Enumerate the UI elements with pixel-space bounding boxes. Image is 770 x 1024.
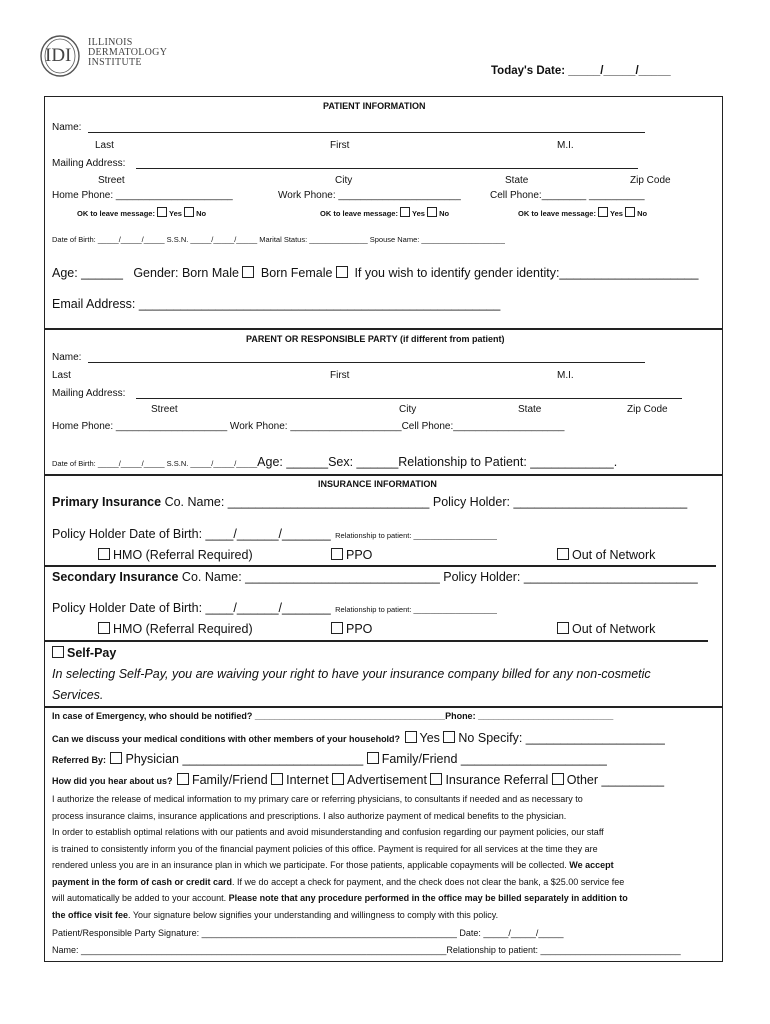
secondary-ph-dob[interactable]: Policy Holder Date of Birth: ____/______/_______ [52, 601, 331, 615]
parent-first-label: First [330, 370, 350, 381]
primary-insurance-row[interactable] [52, 496, 687, 509]
referred-family-field[interactable]: Family/Friend _____________________ [381, 752, 607, 766]
parent-mailing-line[interactable] [136, 398, 682, 399]
secondary-hmo-checkbox[interactable] [98, 622, 110, 634]
patient-state-label: State [505, 175, 529, 186]
parent-street-label: Street [151, 404, 178, 415]
gender-label: Gender: Born Male [133, 266, 239, 280]
secondary-ppo-checkbox[interactable] [331, 622, 343, 634]
policy-4a: payment in the form of cash or credit card [52, 876, 233, 887]
born-female-label: Born Female [260, 266, 333, 280]
patient-dob-row[interactable]: Date of Birth: _____/_____/_____ S.S.N. _____/_____/_____ Marital Status: ______________ Spouse Name: ____________________ [52, 235, 505, 244]
hear-internet-label: Internet [286, 773, 329, 787]
cell-no-checkbox[interactable] [625, 207, 635, 217]
patient-city-label: City [335, 175, 353, 186]
parent-name-line[interactable] [88, 362, 645, 363]
secondary-out-checkbox[interactable] [557, 622, 569, 634]
parent-state-label: State [518, 404, 542, 415]
secondary-insurance-fields[interactable]: Co. Name: ____________________________ Policy Holder: _________________________ [178, 570, 698, 584]
primary-ph-dob-row [52, 526, 497, 542]
policy-line-1: In order to establish optimal relations with our patients and avoid misunderstanding and confusion regarding our payment policies, our staff [52, 827, 604, 837]
patient-name-line[interactable] [88, 132, 645, 133]
auth-line-2: process insurance claims, insurance applications and prescriptions. I also authorize payment of medical benefits to the physician. [52, 810, 567, 821]
primary-ppo-checkbox[interactable] [331, 548, 343, 560]
hear-family-label: Family/Friend [191, 773, 268, 787]
logo-line-1: ILLINOIS [88, 37, 133, 48]
patient-last-label: Last [95, 140, 114, 151]
ok-label: OK to leave message: [77, 209, 155, 218]
age-gender-row [52, 266, 698, 280]
policy-5a: will automatically be added to your account. [52, 893, 229, 903]
policy-line-5 [52, 890, 707, 907]
home-no-checkbox[interactable] [184, 207, 194, 217]
signature-row[interactable]: Patient/Responsible Party Signature: ___________________________________________________ Date: _____/_____/_____ [52, 928, 564, 938]
insurance-title: INSURANCE INFORMATION [318, 479, 437, 489]
secondary-relationship[interactable]: Relationship to patient: ____________________ [335, 605, 497, 614]
policy-5b: Please note that any procedure performed in the office may be billed separately in addition to [228, 893, 628, 903]
work-no-checkbox[interactable] [427, 207, 437, 217]
ppo-label: PPO [346, 548, 373, 562]
discuss-label: Can we discuss your medical conditions with other members of your household? [52, 734, 401, 744]
insurance-divider [44, 565, 716, 567]
ok-label: OK to leave message: [320, 209, 398, 218]
hear-about-label: How did you hear about us? [52, 776, 173, 786]
parent-last-label: Last [52, 370, 71, 381]
self-pay-text-1: In selecting Self-Pay, you are waiving your right to have your insurance company billed for any non-cosmetic [52, 667, 651, 681]
referred-by-row [52, 751, 607, 767]
referred-physician-checkbox[interactable] [110, 752, 122, 764]
discuss-row [52, 730, 665, 746]
hmo-label: HMO (Referral Required) [113, 548, 253, 562]
ok-label: OK to leave message: [518, 209, 596, 218]
parent-age-sex-relationship[interactable]: Age: ______Sex: ______Relationship to Patient: ____________. [257, 455, 618, 469]
policy-line-4 [52, 874, 707, 891]
no-label: No [439, 209, 450, 218]
self-pay-option[interactable] [52, 646, 116, 660]
discuss-no-checkbox[interactable] [443, 731, 455, 743]
hear-family-checkbox[interactable] [177, 773, 189, 785]
patient-zip-label: Zip Code [630, 175, 671, 186]
patient-work-phone[interactable]: Work Phone: ______________________ [278, 190, 461, 201]
authorization-text [52, 791, 707, 923]
primary-relationship[interactable]: Relationship to patient: ____________________ [335, 531, 497, 540]
email-field[interactable]: Email Address: ____________________________________________________ [52, 297, 501, 311]
patient-mi-label: M.I. [557, 140, 574, 151]
cell-yes-checkbox[interactable] [598, 207, 608, 217]
secondary-out-option[interactable] [557, 622, 655, 636]
policy-line-6 [52, 907, 707, 924]
referred-physician-field[interactable]: Physician __________________________ [125, 752, 364, 766]
parent-phones[interactable]: Home Phone: ____________________ Work Phone: ____________________Cell Phone:____________________ [52, 421, 565, 432]
patient-street-label: Street [98, 175, 125, 186]
todays-date[interactable]: Today's Date: _____/_____/_____ [491, 65, 671, 77]
patient-mailing-label: Mailing Address: [52, 158, 126, 169]
parent-name-label: Name: [52, 352, 82, 363]
work-ok-message [320, 207, 449, 218]
auth-line-1: I authorize the release of medical information to my primary care or referring physicians, to consultants if needed and as necessary to [52, 794, 583, 804]
self-pay-label: Self-Pay [67, 646, 117, 660]
emergency-row[interactable]: In case of Emergency, who should be notified? ______________________________________Phone: ___________________________ [52, 711, 614, 721]
no-label: No [637, 209, 648, 218]
policy-line-2: is trained to consistently inform you of the financial payment policies of this office. Payment is required for all services at the time they are [52, 843, 598, 854]
patient-name-label: Name: [52, 122, 82, 133]
out-of-network-label: Out of Network [572, 548, 656, 562]
age-field[interactable]: Age: ______ [52, 266, 123, 280]
hear-other-checkbox[interactable] [552, 773, 564, 785]
yes-label: Yes [412, 209, 425, 218]
home-ok-message [77, 207, 206, 218]
patient-info-title: PATIENT INFORMATION [323, 101, 426, 111]
hear-internet-checkbox[interactable] [271, 773, 283, 785]
hear-insurance-checkbox[interactable] [430, 773, 442, 785]
yes-label: Yes [169, 209, 182, 218]
hear-ad-checkbox[interactable] [332, 773, 344, 785]
parent-title: PARENT OR RESPONSIBLE PARTY (if different from patient) [246, 334, 505, 344]
signature-name-row[interactable]: Name: _________________________________________________________________________Relationship to patient: ____________________________ [52, 945, 681, 955]
out-of-network-label: Out of Network [572, 622, 656, 636]
self-pay-checkbox[interactable] [52, 646, 64, 658]
yes-label: Yes [610, 209, 623, 218]
self-pay-divider [44, 640, 708, 642]
patient-first-label: First [330, 140, 350, 151]
policy-line-3 [52, 857, 707, 874]
secondary-hmo-option[interactable] [98, 622, 253, 636]
gender-identity-field[interactable]: If you wish to identify gender identity:____________________ [354, 266, 699, 280]
patient-mailing-line[interactable] [136, 168, 638, 169]
self-pay-text-2: Services. [52, 688, 104, 702]
hear-other-field[interactable]: Other _________ [566, 773, 665, 787]
born-male-checkbox[interactable] [242, 266, 254, 278]
home-yes-checkbox[interactable] [157, 207, 167, 217]
born-female-checkbox[interactable] [336, 266, 348, 278]
policy-4b: . If we do accept a check for payment, and the check does not clear the bank, a $25.00 service fee [232, 876, 625, 887]
hear-about-row [52, 772, 664, 788]
primary-ppo-option[interactable] [331, 548, 372, 562]
policy-6a: the office visit fee [52, 909, 129, 920]
hmo-label: HMO (Referral Required) [113, 622, 253, 636]
primary-insurance-label: Primary Insurance [52, 495, 162, 509]
primary-insurance-fields[interactable]: Co. Name: _____________________________ Policy Holder: _________________________ [161, 495, 688, 509]
secondary-ppo-option[interactable] [331, 622, 372, 636]
hear-insurance-label: Insurance Referral [445, 773, 549, 787]
ppo-label: PPO [346, 622, 373, 636]
parent-dob-ssn[interactable]: Date of Birth: _____/_____/_____ S.S.N. _____/_____/_____ [52, 459, 258, 468]
patient-cell-phone[interactable]: Cell Phone:________ __________ [490, 190, 645, 201]
primary-out-option[interactable] [557, 548, 655, 562]
logo-line-3: INSTITUTE [88, 57, 142, 68]
policy-3b: We accept [569, 860, 614, 870]
secondary-insurance-row[interactable] [52, 571, 698, 584]
secondary-insurance-label: Secondary Insurance [52, 570, 179, 584]
parent-city-label: City [399, 404, 417, 415]
work-yes-checkbox[interactable] [400, 207, 410, 217]
parent-mailing-label: Mailing Address: [52, 388, 126, 399]
primary-out-checkbox[interactable] [557, 548, 569, 560]
primary-ph-dob[interactable]: Policy Holder Date of Birth: ____/______/_______ [52, 527, 331, 541]
policy-6b: . Your signature below signifies your understanding and willingness to comply with this policy. [128, 909, 499, 920]
parent-mi-label: M.I. [557, 370, 574, 381]
discuss-yes-label: Yes [419, 731, 440, 745]
logo-line-2: DERMATOLOGY [88, 47, 168, 58]
referred-family-checkbox[interactable] [367, 752, 379, 764]
discuss-yes-checkbox[interactable] [405, 731, 417, 743]
no-label: No [196, 209, 207, 218]
primary-hmo-option[interactable] [98, 548, 253, 562]
hear-ad-label: Advertisement [347, 773, 427, 787]
logo-initials: IDI [45, 45, 72, 66]
cell-ok-message [518, 207, 647, 218]
discuss-no-specify[interactable]: No Specify: ____________________ [458, 731, 665, 745]
policy-3a: rendered unless you are in an insurance plan in which we participate. For those patients, applicable copayments will be collected. [52, 860, 570, 870]
parent-dob-row [52, 454, 617, 470]
referred-by-label: Referred By: [52, 755, 107, 765]
primary-hmo-checkbox[interactable] [98, 548, 110, 560]
parent-zip-label: Zip Code [627, 404, 668, 415]
patient-home-phone[interactable]: Home Phone: _____________________ [52, 190, 233, 201]
secondary-ph-dob-row [52, 600, 497, 616]
